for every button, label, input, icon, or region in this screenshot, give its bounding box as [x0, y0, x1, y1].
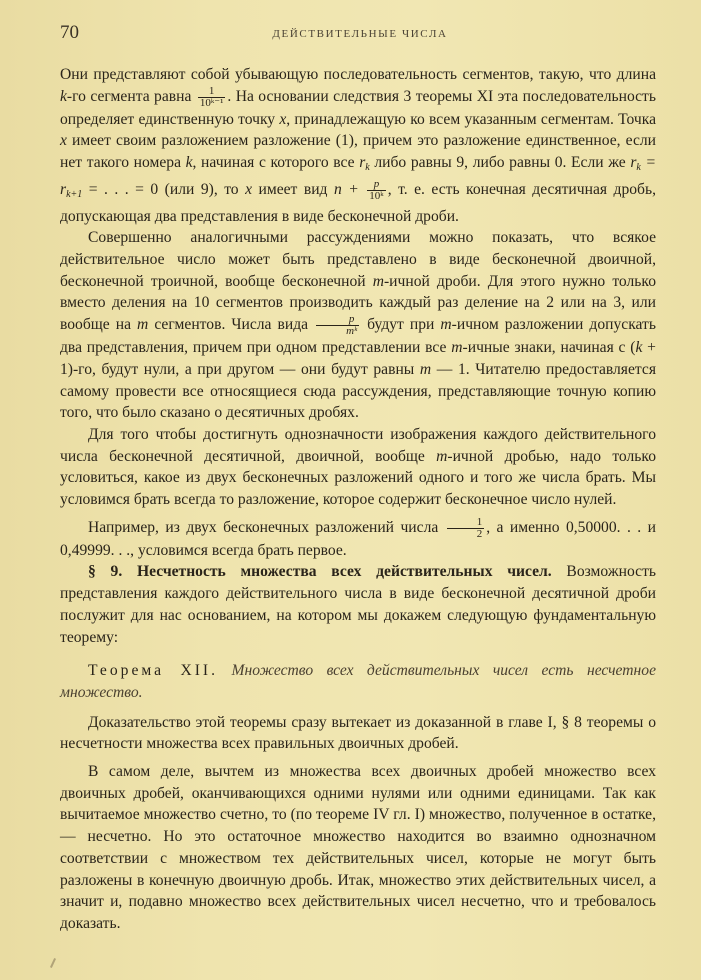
- fraction: $\frac{1}{2}$: [447, 517, 485, 540]
- theorem-xii: [60, 660, 656, 703]
- page-header: [60, 22, 660, 46]
- theorem-statement: Множество всех действительных чисел есть несчетное множество.: [60, 662, 656, 701]
- paper-mark: [50, 958, 56, 968]
- theorem-label: Теорема XII.: [88, 662, 219, 680]
- fraction: $\frac{1}{\text{10ᵏ⁻¹}}$: [199, 84, 224, 109]
- paragraph-proof-intro: Доказательство этой теоремы сразу вытекает из доказанной в главе I, § 8 теоремы о несчетности множества всех правильных двоичных дробей.: [60, 713, 656, 753]
- paragraph-1: Они представляют собой убывающую последовательность сегментов, такую, что длина k-го сегмента равна $\frac{1}{\text{10ᵏ⁻¹}}$ . На основании следствия 3 теоремы XI эта последовательность определяет единственную точку x, принадлежащую ко всем указанным сегментам. Точка x имеет своим разложением разложение (1), причем это разложение единственное, если нет такого номера k, начиная с которого все $r_k$ либо равны 9, либо равны 0. Если же $r_k = r_{k+1}$ = . . . = 0 (или 9), то x имеет вид n + $\frac{p}{\text{10ᵏ}}$ , т. е. есть конечная десятичная дробь, допускающая два представления в виде бесконечной дроби.: [60, 66, 657, 225]
- paragraph-3: Для того чтобы достигнуть однозначности изображения каждого действительного числа бесконечной десятичной, двоичной, вообще m-ичной дробью, надо только условиться, какое из двух бесконечных разложений одного и того же числа брать. Мы условимся брать всегда то разложение, которое содержит бесконечное число нулей.: [60, 425, 656, 509]
- page-body: [60, 64, 656, 935]
- fraction: $\frac{p}{\text{10ᵏ}}$: [369, 177, 384, 202]
- paragraph-proof: В самом деле, вычтем из множества всех двоичных дробей множество всех двоичных дробей, оканчивающихся одними нулями или одними единицами. Так как вычитаемое множество счетно, то (по теореме IV гл. I) множество, полученное в остатке, — несчетно. Но это остаточное множество находится во взаимно однозначном соответствии с множеством тех действительных чисел, которые не могут быть разложены в конечную двоичную дробь. Итак, множество этих действительных чисел, а значит и, подавно множество всех действительных чисел несчетно, что и требовалось доказать.: [60, 763, 656, 932]
- fraction: $\frac{p}{\text{mᵏ}}$: [316, 314, 359, 337]
- paragraph-2: Совершенно аналогичными рассуждениями можно показать, что всякое действительное число может быть представлено в виде бесконечной двоичной, бесконечной троичной, вообще бесконечной m-ичной дроби. Для этого нужно только вместо деления на 10 сегментов производить каждый раз деление на 2 или на 3, или вообще на m сегментов. Числа вида $\frac{p}{\text{mᵏ}}$ будут при m-ичном разложении допускать два представления, причем при одном представлении все m-ичные знаки, начиная с (k + 1)-го, будут нули, а при другом — они будут равны m — 1. Читателю предоставляется самому провести все относящиеся сюда рассуждения, представляющие точную копию того, что было сказано о десятичных дробях.: [60, 229, 657, 422]
- page-number: 70: [60, 22, 79, 43]
- paragraph-4: Например, из двух бесконечных разложений числа $\frac{1}{2}$ , а именно 0,50000. . . и 0,49999. . ., условимся всегда брать первое.: [60, 515, 656, 559]
- section-9-paragraph: § 9. Несчетность множества всех действительных чисел. Возможность представления каждого действительного числа в виде бесконечной десятичной дроби послужит для нас основанием, на котором мы докажем следующую фундаментальную теорему:: [60, 563, 656, 646]
- running-title: ДЕЙСТВИТЕЛЬНЫЕ ЧИСЛА: [272, 28, 448, 40]
- section-heading: § 9. Несчетность множества всех действительных чисел.: [88, 563, 552, 581]
